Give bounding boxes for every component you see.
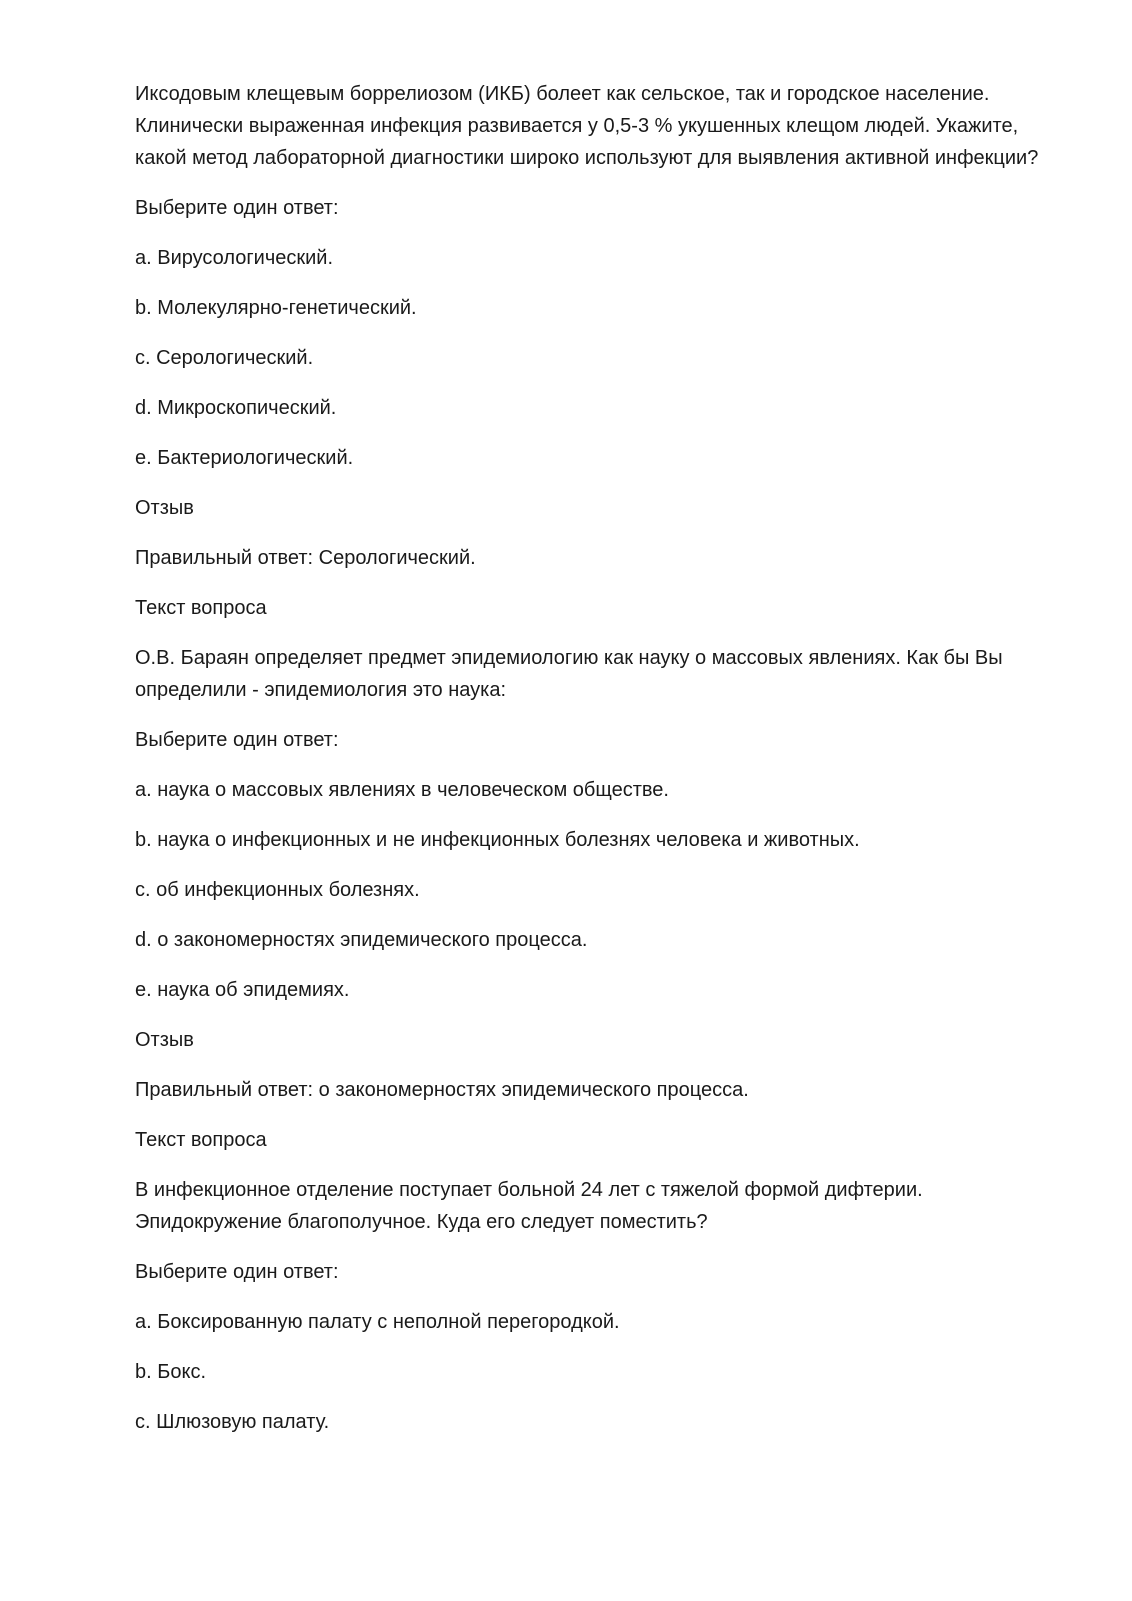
answer-option-e: e. Бактериологический. (135, 447, 354, 469)
answer-option-a: a. Боксированную палату с неполной перегородкой. (135, 1311, 620, 1333)
feedback-label: Отзыв (135, 497, 194, 519)
answer-option-c: c. об инфекционных болезнях. (135, 879, 420, 901)
answer-option-a: a. Вирусологический. (135, 247, 334, 269)
question-1 (135, 78, 1055, 574)
question-header: Текст вопроса (135, 1129, 267, 1151)
question-3 (135, 1124, 1055, 1438)
answer-option-b: b. Бокс. (135, 1361, 207, 1383)
question-text: Иксодовым клещевым боррелиозом (ИКБ) болеет как сельское, так и городское население. Клинически выраженная инфекция развивается у 0,5-3 % укушенных клещом людей. Укажите, какой метод лабораторной диагностики широко используют для выявления активной инфекции? (135, 83, 1039, 169)
answer-prompt: Выберите один ответ: (135, 1261, 339, 1283)
answer-prompt: Выберите один ответ: (135, 197, 339, 219)
answer-option-c: c. Шлюзовую палату. (135, 1411, 330, 1433)
answer-option-a: a. наука о массовых явлениях в человеческом обществе. (135, 779, 669, 801)
answer-option-d: d. о закономерностях эпидемического процесса. (135, 929, 588, 951)
answer-option-b: b. Молекулярно-генетический. (135, 297, 417, 319)
correct-answer: Правильный ответ: о закономерностях эпидемического процесса. (135, 1079, 749, 1101)
question-text: В инфекционное отделение поступает больной 24 лет с тяжелой формой дифтерии. Эпидокружение благополучное. Куда его следует поместить? (135, 1179, 923, 1233)
correct-answer: Правильный ответ: Серологический. (135, 547, 476, 569)
question-2 (135, 592, 1055, 1106)
answer-prompt: Выберите один ответ: (135, 729, 339, 751)
answer-option-e: e. наука об эпидемиях. (135, 979, 350, 1001)
answer-option-d: d. Микроскопический. (135, 397, 337, 419)
answer-option-c: c. Серологический. (135, 347, 314, 369)
answer-option-b: b. наука о инфекционных и не инфекционных болезнях человека и животных. (135, 829, 860, 851)
question-header: Текст вопроса (135, 597, 267, 619)
feedback-label: Отзыв (135, 1029, 194, 1051)
question-text: О.В. Бараян определяет предмет эпидемиологию как науку о массовых явлениях. Как бы Вы определили - эпидемиология это наука: (135, 647, 1003, 701)
document-page (135, 78, 1055, 1456)
